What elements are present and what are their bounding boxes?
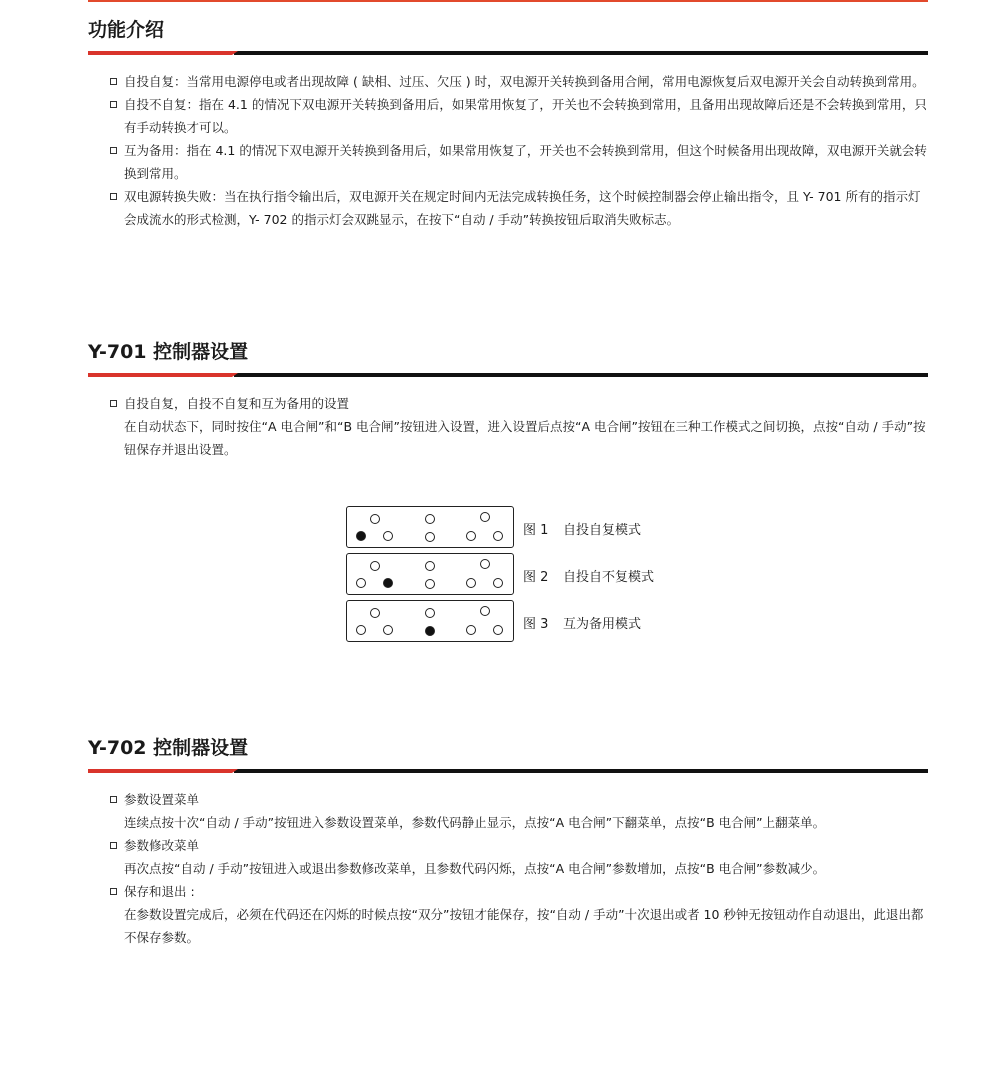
- bullet-box-icon: [110, 78, 117, 85]
- indicator-led-off: [493, 625, 503, 635]
- indicator-led-off: [466, 578, 476, 588]
- list-item: 参数设置菜单: [110, 788, 928, 811]
- list-item: 保存和退出 :: [110, 880, 928, 903]
- list-item: 自投自复，自投不自复和互为备用的设置: [110, 392, 928, 415]
- indicator-led-off: [480, 512, 490, 522]
- indicator-led-off: [493, 578, 503, 588]
- bullet-box-icon: [110, 400, 117, 407]
- bullet-box-icon: [110, 101, 117, 108]
- indicator-led-off: [370, 608, 380, 618]
- bullet-box-icon: [110, 796, 117, 803]
- list-item: 参数修改菜单: [110, 834, 928, 857]
- indicator-led-off: [425, 532, 435, 542]
- section-rule: [88, 50, 928, 55]
- item-body: 再次点按“自动 / 手动”按钮进入或退出参数修改菜单，且参数代码闪烁，点按“A 电合闸”参数增加，点按“B 电合闸”参数减少。: [124, 861, 826, 876]
- indicator-led-off: [356, 578, 366, 588]
- settings-list: [88, 788, 928, 949]
- section-rule: [88, 372, 928, 377]
- indicator-led-off: [425, 579, 435, 589]
- bullet-box-icon: [110, 842, 117, 849]
- feature-list: [88, 70, 928, 231]
- list-item: 互为备用：指在 4.1 的情况下双电源开关转换到备用后，如果常用恢复了，开关也不会转换到常用，但这个时候备用出现故障，双电源开关就会转换到常用。: [110, 139, 928, 185]
- indicator-led-on: [425, 626, 435, 636]
- bullet-box-icon: [110, 193, 117, 200]
- indicator-led-off: [370, 561, 380, 571]
- section-title: 功能介绍: [88, 19, 165, 41]
- section-rule: [88, 768, 928, 773]
- indicator-led-off: [493, 531, 503, 541]
- figure-caption: [523, 519, 641, 538]
- bullet-box-icon: [110, 147, 117, 154]
- indicator-led-on: [356, 531, 366, 541]
- list-item: 自投自复：当常用电源停电或者出现故障 ( 缺相、过压、欠压 ) 时，双电源开关转换到备用合闸，常用电源恢复后双电源开关会自动转换到常用。: [110, 70, 928, 93]
- indicator-led-off: [425, 608, 435, 618]
- indicator-led-off: [425, 514, 435, 524]
- section-title: Y-702 控制器设置: [88, 737, 249, 759]
- indicator-led-off: [480, 606, 490, 616]
- indicator-led-off: [356, 625, 366, 635]
- top-rule: [88, 0, 928, 2]
- list-item: 双电源转换失败：当在执行指令输出后，双电源开关在规定时间内无法完成转换任务，这个时候控制器会停止输出指令，且 Y- 701 所有的指示灯会成流水的形式检测，Y- 702 的指示灯会双跳显示，在按下“自动 / 手动”转换按钮后取消失败标志。: [110, 185, 928, 231]
- indicator-led-off: [370, 514, 380, 524]
- section-y702: [88, 736, 928, 949]
- figure-number: 图 2: [523, 570, 549, 585]
- indicator-led-off: [466, 625, 476, 635]
- indicator-panel: [346, 600, 514, 642]
- indicator-led-off: [383, 531, 393, 541]
- figure-number: 图 3: [523, 617, 549, 632]
- figure-mode-label: 互为备用模式: [563, 617, 642, 632]
- indicator-panel: [346, 506, 514, 548]
- indicator-led-off: [466, 531, 476, 541]
- section-intro: [88, 18, 928, 231]
- figure-mode-label: 自投自不复模式: [563, 570, 655, 585]
- item-body: 在参数设置完成后，必须在代码还在闪烁的时候点按“双分”按钮才能保存，按“自动 / 手动”十次退出或者 10 秒钟无按钮动作自动退出，此退出都不保存参数。: [124, 907, 924, 945]
- figure-mode-label: 自投自复模式: [563, 523, 642, 538]
- indicator-led-on: [383, 578, 393, 588]
- figure-number: 图 1: [523, 523, 549, 538]
- indicator-led-off: [383, 625, 393, 635]
- bullet-box-icon: [110, 888, 117, 895]
- settings-list: [88, 392, 928, 461]
- indicator-led-off: [480, 559, 490, 569]
- indicator-panel: [346, 553, 514, 595]
- section-y701: [88, 340, 928, 461]
- list-item: 自投不自复：指在 4.1 的情况下双电源开关转换到备用后，如果常用恢复了，开关也不会转换到常用，且备用出现故障后还是不会转换到常用，只有手动转换才可以。: [110, 93, 928, 139]
- section-title: Y-701 控制器设置: [88, 341, 249, 363]
- item-body: 在自动状态下，同时按住“A 电合闸”和“B 电合闸”按钮进入设置，进入设置后点按“A 电合闸”按钮在三种工作模式之间切换，点按“自动 / 手动”按钮保存并退出设置。: [124, 419, 926, 457]
- figure-caption: [523, 613, 641, 632]
- figure-caption: [523, 566, 654, 585]
- item-body: 连续点按十次“自动 / 手动”按钮进入参数设置菜单，参数代码静止显示，点按“A 电合闸”下翻菜单，点按“B 电合闸”上翻菜单。: [124, 815, 826, 830]
- indicator-led-off: [425, 561, 435, 571]
